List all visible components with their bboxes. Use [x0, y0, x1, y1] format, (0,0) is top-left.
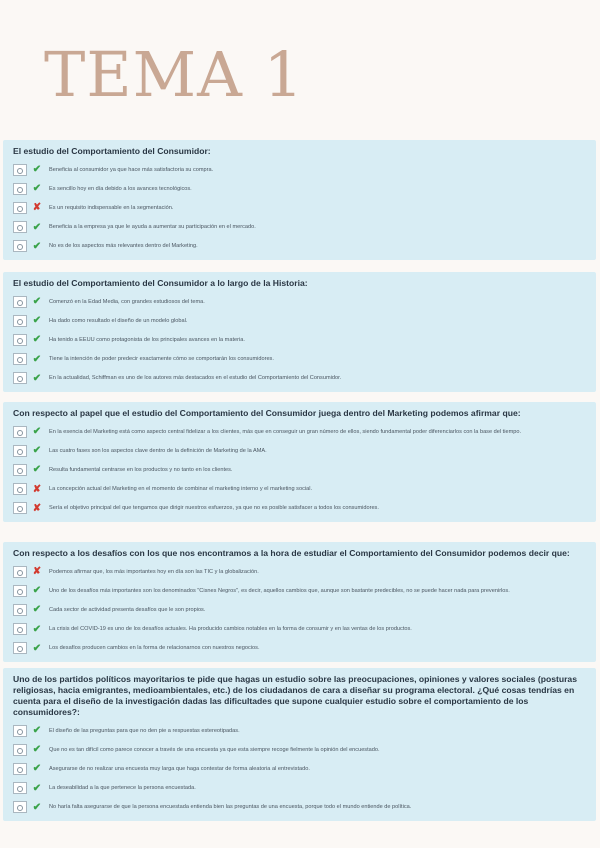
answer-text: La deseabilidad a la que pertenece la persona encuestada.: [49, 785, 196, 792]
radio-button[interactable]: [13, 334, 27, 346]
answer-option[interactable]: [13, 330, 588, 349]
check-icon: ✔: [32, 334, 42, 346]
answer-text: Ha tenido a EEUU como protagonista de los principales avances en la materia.: [49, 336, 245, 343]
answer-text: Beneficia a la empresa ya que le ayuda a aumentar su participación en el mercado.: [49, 224, 256, 231]
check-icon: ✔: [32, 744, 42, 756]
answer-option[interactable]: [13, 422, 588, 441]
radio-button[interactable]: [13, 296, 27, 308]
radio-button[interactable]: [13, 585, 27, 597]
radio-button[interactable]: [13, 240, 27, 252]
answer-option[interactable]: [13, 350, 588, 369]
radio-button[interactable]: [13, 744, 27, 756]
cross-icon: ✘: [32, 566, 42, 578]
radio-button[interactable]: [13, 801, 27, 813]
answer-option[interactable]: [13, 620, 588, 639]
check-icon: ✔: [32, 426, 42, 438]
check-icon: ✔: [32, 445, 42, 457]
check-icon: ✔: [32, 585, 42, 597]
radio-button[interactable]: [13, 763, 27, 775]
cross-icon: ✘: [32, 483, 42, 495]
question-card: [3, 542, 596, 662]
answer-text: Los desafíos producen cambios en la forma de relacionarnos con nuestros negocios.: [49, 645, 260, 652]
radio-button[interactable]: [13, 623, 27, 635]
question-card: [3, 668, 596, 821]
cross-icon: ✘: [32, 502, 42, 514]
answer-text: El diseño de las preguntas para que no den pie a respuestas estereotipadas.: [49, 727, 240, 734]
answer-text: Ha dado como resultado el diseño de un modelo global.: [49, 317, 188, 324]
answer-option[interactable]: [13, 600, 588, 619]
question-text: Con respecto a los desafíos con los que nos encontramos a la hora de estudiar el Comportamiento del Consumidor podemos decir que:: [13, 548, 570, 558]
answer-option[interactable]: [13, 218, 588, 237]
answer-text: Comenzó en la Edad Media, con grandes estudiosos del tema.: [49, 298, 205, 305]
radio-button[interactable]: [13, 782, 27, 794]
answer-text: Cada sector de actividad presenta desafíos que le son propios.: [49, 606, 206, 613]
check-icon: ✔: [32, 372, 42, 384]
answer-option[interactable]: [13, 798, 588, 817]
answer-text: La crisis del COVID-19 es uno de los desafíos actuales. Ha producido cambios notables en la forma de consumir y en las ventas de los productos.: [49, 626, 412, 633]
check-icon: ✔: [32, 782, 42, 794]
radio-button[interactable]: [13, 604, 27, 616]
answer-option[interactable]: [13, 721, 588, 740]
question-text: Con respecto al papel que el estudio del Comportamiento del Consumidor juega dentro del Marketing podemos afirmar que:: [13, 408, 521, 418]
radio-button[interactable]: [13, 221, 27, 233]
check-icon: ✔: [32, 763, 42, 775]
radio-button[interactable]: [13, 464, 27, 476]
answer-text: Asegurarse de no realizar una encuesta muy larga que haga contestar de forma aleatoria al entrevistado.: [49, 765, 310, 772]
answer-text: La concepción actual del Marketing en el momento de combinar el marketing interno y el marketing social.: [49, 486, 313, 493]
radio-button[interactable]: [13, 445, 27, 457]
radio-button[interactable]: [13, 372, 27, 384]
answer-option[interactable]: [13, 562, 588, 581]
answer-option[interactable]: [13, 740, 588, 759]
radio-button[interactable]: [13, 566, 27, 578]
answer-text: En la actualidad, Schiffman es uno de los autores más destacados en el estudio del Comportamiento del Consumidor.: [49, 375, 342, 382]
radio-button[interactable]: [13, 502, 27, 514]
check-icon: ✔: [32, 315, 42, 327]
answer-option[interactable]: [13, 759, 588, 778]
answer-option[interactable]: [13, 480, 588, 499]
answer-text: Que no es tan difícil como parece conocer a través de una encuesta ya que esta siempre recoge fielmente la opinión del encuestado.: [49, 746, 380, 753]
question-card: [3, 272, 596, 392]
radio-button[interactable]: [13, 183, 27, 195]
check-icon: ✔: [32, 183, 42, 195]
answer-option[interactable]: [13, 160, 588, 179]
check-icon: ✔: [32, 801, 42, 813]
check-icon: ✔: [32, 642, 42, 654]
radio-button[interactable]: [13, 353, 27, 365]
answer-text: No haría falta asegurarse de que la persona encuestada entienda bien las preguntas de una encuesta, porque todo el mundo entiende de política.: [49, 804, 412, 811]
question-card: [3, 140, 596, 260]
answer-text: Sería el objetivo principal del que tengamos que dirigir nuestros esfuerzos, ya que no es posible satisfacer a todos los consumidores.: [49, 505, 379, 512]
answer-option[interactable]: [13, 311, 588, 330]
check-icon: ✔: [32, 240, 42, 252]
answer-option[interactable]: [13, 779, 588, 798]
answer-text: Tiene la intención de poder predecir exactamente cómo se comportarán los consumidores.: [49, 356, 274, 363]
answer-text: Beneficia al consumidor ya que hace más satisfactoria su compra.: [49, 166, 214, 173]
answer-option[interactable]: [13, 237, 588, 256]
answer-option[interactable]: [13, 581, 588, 600]
answer-option[interactable]: [13, 499, 588, 518]
radio-button[interactable]: [13, 164, 27, 176]
answer-option[interactable]: [13, 639, 588, 658]
answer-option[interactable]: [13, 460, 588, 479]
radio-button[interactable]: [13, 202, 27, 214]
answer-text: Resulta fundamental centrarse en los productos y no tanto en los clientes.: [49, 466, 233, 473]
check-icon: ✔: [32, 464, 42, 476]
question-text: El estudio del Comportamiento del Consumidor a lo largo de la Historia:: [13, 278, 308, 288]
radio-button[interactable]: [13, 315, 27, 327]
check-icon: ✔: [32, 725, 42, 737]
radio-button[interactable]: [13, 426, 27, 438]
answer-option[interactable]: [13, 179, 588, 198]
check-icon: ✔: [32, 623, 42, 635]
check-icon: ✔: [32, 296, 42, 308]
answer-option[interactable]: [13, 369, 588, 388]
answer-text: Uno de los desafíos más importantes son los denominados "Cisnes Negros", es decir, aquellos cambios que, aunque son bastante predecibles, no se puede hacer nada para prevenirlos.: [49, 587, 510, 594]
answer-option[interactable]: [13, 441, 588, 460]
cross-icon: ✘: [32, 202, 42, 214]
answer-option[interactable]: [13, 198, 588, 217]
radio-button[interactable]: [13, 483, 27, 495]
answer-text: Es un requisito indispensable en la segmentación.: [49, 204, 174, 211]
page-title: TEMA 1: [44, 38, 305, 111]
check-icon: ✔: [32, 604, 42, 616]
answer-text: No es de los aspectos más relevantes dentro del Marketing.: [49, 243, 198, 250]
answer-text: En la esencia del Marketing está como aspecto central fidelizar a los clientes, más que en conseguir un gran número de ellos, siendo fundamental poder diferenciarlos con la base del tiempo.: [49, 428, 522, 435]
question-text: El estudio del Comportamiento del Consumidor:: [13, 146, 211, 156]
check-icon: ✔: [32, 353, 42, 365]
answer-text: Podemos afirmar que, los más importantes hoy en día son las TIC y la globalización.: [49, 568, 259, 575]
check-icon: ✔: [32, 164, 42, 176]
answer-text: Las cuatro fases son los aspectos clave dentro de la definición de Marketing de la AMA.: [49, 447, 267, 454]
check-icon: ✔: [32, 221, 42, 233]
question-card: [3, 402, 596, 522]
radio-button[interactable]: [13, 725, 27, 737]
radio-button[interactable]: [13, 642, 27, 654]
question-text: Uno de los partidos políticos mayoritarios te pide que hagas un estudio sobre las preocupaciones, opiniones y valores sociales (posturas religiosas, hacia emigrantes, medioambientales, etc.) de los ciudadanos de cara a diseñar su programa electoral. ¿Qué cosas tendrías en cuenta para el diseño de la investigación dadas las dificultades que supone cualquier estudio sobre el comportamiento de los consumidores?:: [13, 674, 577, 717]
answer-option[interactable]: [13, 292, 588, 311]
answer-text: Es sencillo hoy en día debido a los avances tecnológicos.: [49, 185, 192, 192]
